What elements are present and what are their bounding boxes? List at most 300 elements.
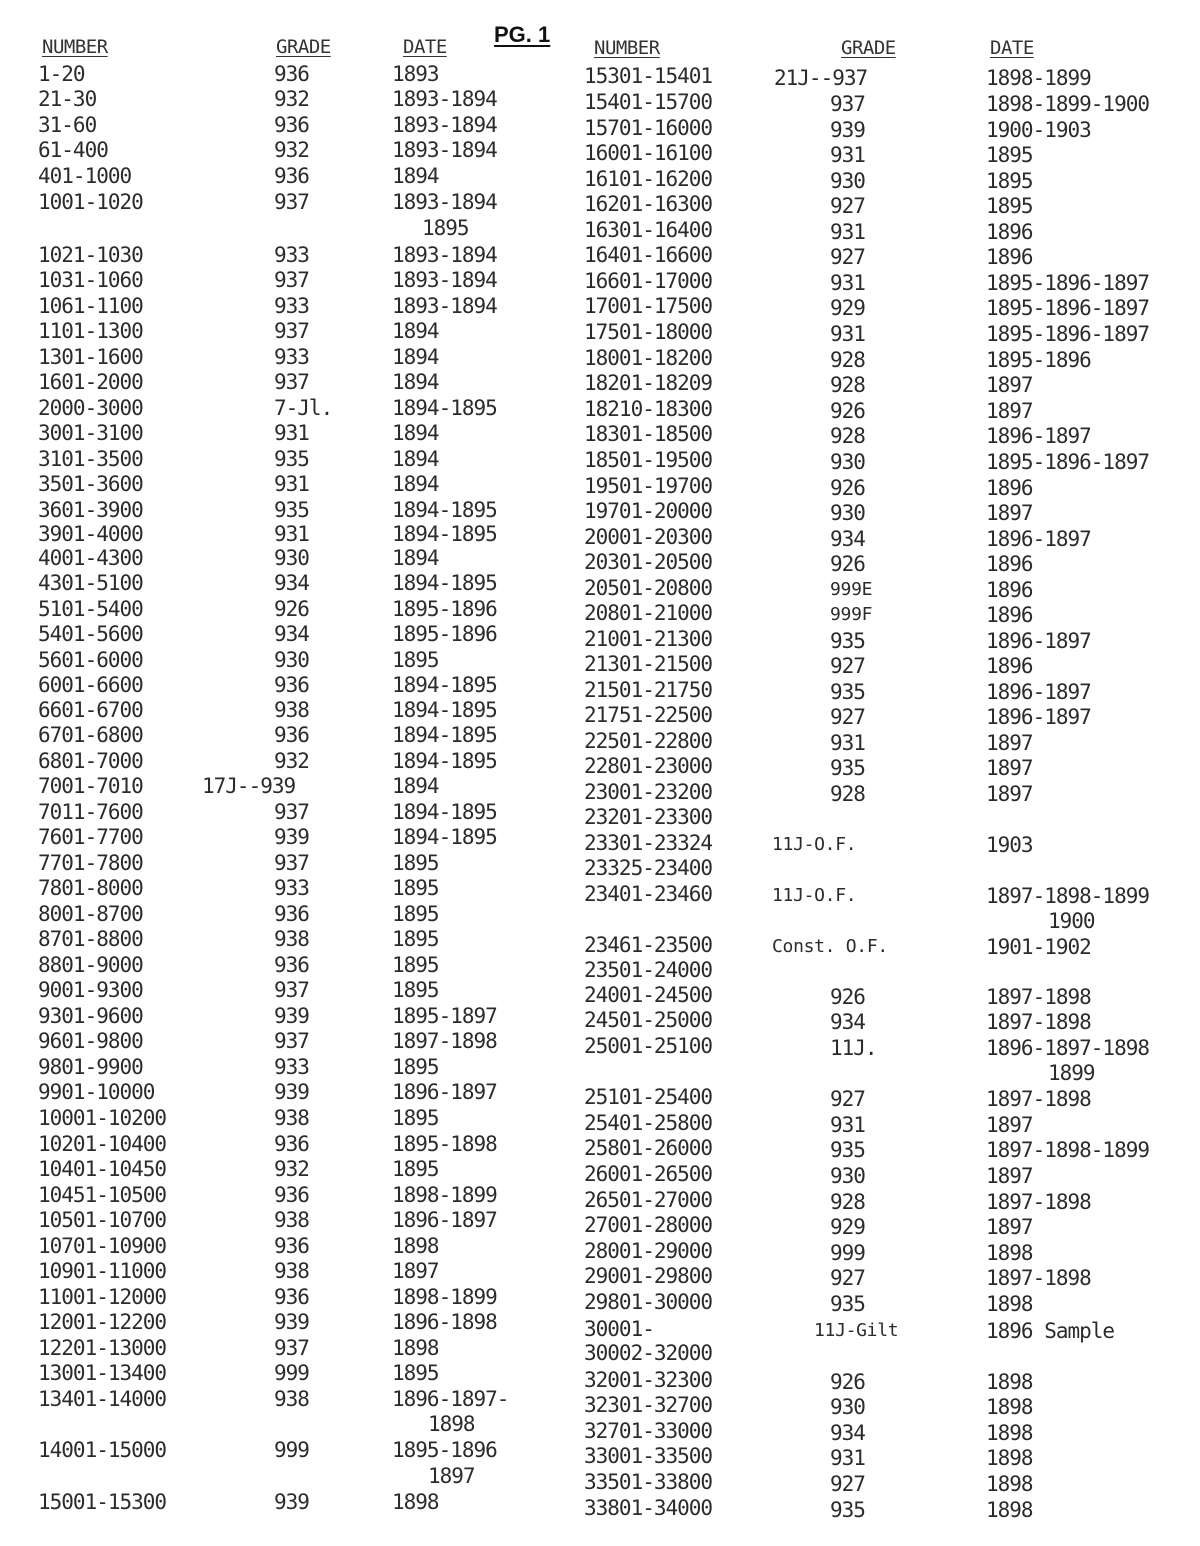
right-number-cell: 20301-20500 [584, 550, 713, 574]
right-grade-cell: 934 [830, 1010, 865, 1034]
right-number-header: NUMBER [594, 37, 660, 59]
left-grade-cell: 937 [274, 1029, 309, 1053]
left-number-cell: 5401-5600 [38, 622, 143, 646]
right-grade-cell: 930 [830, 450, 865, 474]
left-grade-cell: 932 [274, 87, 309, 111]
left-grade-cell: 936 [274, 673, 309, 697]
right-date-cell: 1896 [986, 654, 1033, 678]
right-number-cell: 16301-16400 [584, 218, 713, 242]
right-date-cell: 1898-1899 [986, 66, 1091, 90]
left-date-cell: 1898 [392, 1490, 439, 1514]
right-number-cell: 17001-17500 [584, 294, 713, 318]
left-grade-cell: 930 [274, 546, 309, 570]
right-date-cell: 1899 [1048, 1061, 1095, 1085]
right-date-cell: 1895-1896-1897 [986, 296, 1150, 320]
right-number-cell: 33501-33800 [584, 1470, 713, 1494]
left-grade-cell: 936 [274, 902, 309, 926]
left-date-cell: 1896-1897- [392, 1387, 509, 1411]
right-date-cell: 1897-1898-1899 [986, 884, 1150, 908]
right-grade-cell: 999 [830, 1241, 865, 1265]
right-date-header: DATE [990, 37, 1034, 59]
right-date-cell: 1903 [986, 833, 1033, 857]
left-number-cell: 10701-10900 [38, 1234, 167, 1258]
right-date-cell: 1897-1898-1899 [986, 1138, 1150, 1162]
left-grade-cell: 934 [274, 622, 309, 646]
left-date-cell: 1898 [392, 1234, 439, 1258]
left-grade-cell: 933 [274, 1055, 309, 1079]
right-grade-cell: 931 [830, 1446, 865, 1470]
left-date-cell: 1896-1898 [392, 1310, 497, 1334]
left-grade-cell: 931 [274, 522, 309, 546]
right-number-cell: 23501-24000 [584, 958, 713, 982]
right-grade-cell: 931 [830, 220, 865, 244]
right-grade-cell: 934 [830, 527, 865, 551]
left-date-cell: 1895 [392, 902, 439, 926]
left-number-cell: 8801-9000 [38, 953, 143, 977]
right-date-cell: 1895-1896-1897 [986, 271, 1150, 295]
left-grade-cell: 933 [274, 294, 309, 318]
left-number-cell: 1601-2000 [38, 370, 143, 394]
right-grade-cell: 935 [830, 756, 865, 780]
left-number-cell: 7601-7700 [38, 825, 143, 849]
right-grade-cell: 930 [830, 1395, 865, 1419]
left-date-cell: 1893-1894 [392, 268, 497, 292]
left-grade-cell: 938 [274, 698, 309, 722]
left-number-cell: 7801-8000 [38, 876, 143, 900]
left-number-cell: 21-30 [38, 87, 97, 111]
left-number-cell: 6801-7000 [38, 749, 143, 773]
left-number-cell: 14001-15000 [38, 1438, 167, 1462]
left-grade-cell: 937 [274, 370, 309, 394]
left-date-cell: 1897-1898 [392, 1029, 497, 1053]
left-grade-cell: 937 [274, 978, 309, 1002]
right-grade-cell: 930 [830, 169, 865, 193]
left-number-cell: 6601-6700 [38, 698, 143, 722]
left-number-cell: 10201-10400 [38, 1132, 167, 1156]
left-number-cell: 6001-6600 [38, 673, 143, 697]
right-grade-cell: 999E [830, 579, 873, 600]
left-date-cell: 1893-1894 [392, 113, 497, 137]
left-date-cell: 1895 [392, 927, 439, 951]
left-grade-cell: 931 [274, 472, 309, 496]
right-number-cell: 24001-24500 [584, 983, 713, 1007]
right-number-cell: 23301-23324 [584, 831, 713, 855]
right-date-cell: 1896 [986, 603, 1033, 627]
left-grade-cell: 937 [274, 190, 309, 214]
right-number-cell: 30001- [584, 1317, 654, 1341]
right-date-cell: 1898 [986, 1370, 1033, 1394]
right-date-cell: 1896 Sample [986, 1319, 1115, 1343]
right-grade-cell: 928 [830, 373, 865, 397]
right-date-cell: 1896 [986, 552, 1033, 576]
right-date-cell: 1895 [986, 169, 1033, 193]
right-number-cell: 23325-23400 [584, 856, 713, 880]
left-date-cell: 1895-1896 [392, 597, 497, 621]
left-grade-cell: 937 [274, 1336, 309, 1360]
right-number-cell: 19501-19700 [584, 474, 713, 498]
left-number-cell: 3001-3100 [38, 421, 143, 445]
right-date-cell: 1898 [986, 1446, 1033, 1470]
left-number-cell: 9301-9600 [38, 1004, 143, 1028]
left-grade-cell: 933 [274, 243, 309, 267]
left-number-cell: 13001-13400 [38, 1361, 167, 1385]
right-date-cell: 1896-1897 [986, 424, 1091, 448]
right-number-cell: 25001-25100 [584, 1034, 713, 1058]
right-grade-cell: 928 [830, 424, 865, 448]
left-number-cell: 1101-1300 [38, 319, 143, 343]
left-date-cell: 1895-1896 [392, 622, 497, 646]
left-number-cell: 1001-1020 [38, 190, 143, 214]
right-number-cell: 33801-34000 [584, 1496, 713, 1520]
right-number-cell: 21501-21750 [584, 678, 713, 702]
right-grade-cell: 21J--937 [774, 66, 868, 90]
left-number-cell: 15001-15300 [38, 1490, 167, 1514]
right-date-cell: 1896 [986, 220, 1033, 244]
left-grade-cell: 938 [274, 1208, 309, 1232]
right-date-cell: 1898 [986, 1395, 1033, 1419]
left-date-cell: 1895 [392, 648, 439, 672]
left-number-cell: 3501-3600 [38, 472, 143, 496]
left-date-cell: 1893 [392, 62, 439, 86]
right-grade-cell: 928 [830, 1190, 865, 1214]
right-date-cell: 1897-1898 [986, 985, 1091, 1009]
left-grade-cell: 939 [274, 1310, 309, 1334]
left-grade-cell: 938 [274, 927, 309, 951]
right-number-cell: 23401-23460 [584, 882, 713, 906]
left-number-cell: 12001-12200 [38, 1310, 167, 1334]
right-number-cell: 23461-23500 [584, 933, 713, 957]
right-date-cell: 1897 [986, 399, 1033, 423]
right-grade-cell: 935 [830, 1292, 865, 1316]
right-number-cell: 25401-25800 [584, 1111, 713, 1135]
right-number-cell: 17501-18000 [584, 320, 713, 344]
right-number-cell: 30002-32000 [584, 1341, 713, 1365]
left-grade-header: GRADE [276, 36, 331, 58]
right-date-cell: 1897-1898 [986, 1010, 1091, 1034]
right-number-cell: 15301-15401 [584, 64, 713, 88]
right-number-cell: 20501-20800 [584, 576, 713, 600]
right-date-cell: 1896-1897 [986, 705, 1091, 729]
left-number-cell: 10001-10200 [38, 1106, 167, 1130]
right-grade-cell: 927 [830, 1472, 865, 1496]
left-grade-cell: 7-Jl. [274, 396, 333, 420]
left-grade-cell: 936 [274, 62, 309, 86]
left-date-cell: 1893-1894 [392, 87, 497, 111]
left-date-cell: 1896-1897 [392, 1208, 497, 1232]
left-number-cell: 10401-10450 [38, 1157, 167, 1181]
right-grade-cell: 935 [830, 1498, 865, 1522]
left-date-cell: 1894 [392, 472, 439, 496]
left-number-cell: 13401-14000 [38, 1387, 167, 1411]
right-number-cell: 15701-16000 [584, 116, 713, 140]
right-grade-cell: 11J. [830, 1036, 877, 1060]
right-date-cell: 1896 [986, 245, 1033, 269]
left-date-cell: 1897 [428, 1464, 475, 1488]
right-number-cell: 29801-30000 [584, 1290, 713, 1314]
left-date-cell: 1894-1895 [392, 723, 497, 747]
right-date-cell: 1896-1897 [986, 680, 1091, 704]
right-grade-cell: 927 [830, 1266, 865, 1290]
right-grade-cell: 931 [830, 322, 865, 346]
left-date-cell: 1895 [392, 953, 439, 977]
right-number-cell: 18201-18209 [584, 371, 713, 395]
left-number-cell: 1-20 [38, 62, 85, 86]
right-grade-cell: 926 [830, 476, 865, 500]
right-number-cell: 32301-32700 [584, 1393, 713, 1417]
right-date-cell: 1901-1902 [986, 935, 1091, 959]
right-number-cell: 21301-21500 [584, 652, 713, 676]
right-date-cell: 1896 [986, 578, 1033, 602]
left-grade-cell: 939 [274, 1490, 309, 1514]
right-grade-header: GRADE [841, 37, 896, 59]
right-date-cell: 1898 [986, 1472, 1033, 1496]
right-number-cell: 20801-21000 [584, 601, 713, 625]
page-label: PG. 1 [494, 22, 551, 47]
left-date-cell: 1898 [428, 1412, 475, 1436]
left-grade-cell: 937 [274, 851, 309, 875]
right-number-cell: 33001-33500 [584, 1444, 713, 1468]
right-grade-cell: Const. O.F. [772, 936, 888, 957]
left-grade-cell: 938 [274, 1387, 309, 1411]
left-number-cell: 9001-9300 [38, 978, 143, 1002]
left-date-cell: 1894 [392, 447, 439, 471]
left-number-cell: 1021-1030 [38, 243, 143, 267]
left-grade-cell: 939 [274, 1004, 309, 1028]
right-number-cell: 21751-22500 [584, 703, 713, 727]
right-date-cell: 1900-1903 [986, 118, 1091, 142]
left-number-cell: 3901-4000 [38, 522, 143, 546]
left-grade-cell: 933 [274, 876, 309, 900]
right-number-cell: 18210-18300 [584, 397, 713, 421]
left-date-cell: 1895 [392, 978, 439, 1002]
left-number-cell: 3101-3500 [38, 447, 143, 471]
left-grade-cell: 17J--939 [202, 774, 296, 798]
left-number-cell: 4001-4300 [38, 546, 143, 570]
right-number-cell: 16401-16600 [584, 243, 713, 267]
left-date-cell: 1898-1899 [392, 1183, 497, 1207]
right-grade-cell: 927 [830, 705, 865, 729]
left-number-cell: 3601-3900 [38, 498, 143, 522]
left-number-cell: 12201-13000 [38, 1336, 167, 1360]
left-date-cell: 1895 [392, 1106, 439, 1130]
left-grade-cell: 932 [274, 749, 309, 773]
left-number-cell: 1061-1100 [38, 294, 143, 318]
left-grade-cell: 933 [274, 345, 309, 369]
left-number-cell: 7011-7600 [38, 800, 143, 824]
left-number-header: NUMBER [42, 36, 108, 58]
right-date-cell: 1897 [986, 782, 1033, 806]
right-number-cell: 16001-16100 [584, 141, 713, 165]
left-date-cell: 1895 [392, 1361, 439, 1385]
left-number-cell: 11001-12000 [38, 1285, 167, 1309]
left-date-cell: 1894-1895 [392, 498, 497, 522]
right-number-cell: 22501-22800 [584, 729, 713, 753]
left-number-cell: 7701-7800 [38, 851, 143, 875]
right-grade-cell: 931 [830, 1113, 865, 1137]
left-date-cell: 1894 [392, 345, 439, 369]
right-number-cell: 22801-23000 [584, 754, 713, 778]
right-grade-cell: 11J-O.F. [772, 885, 857, 906]
left-grade-cell: 936 [274, 723, 309, 747]
left-date-cell: 1894 [392, 421, 439, 445]
left-date-cell: 1894 [392, 370, 439, 394]
left-grade-cell: 932 [274, 1157, 309, 1181]
left-grade-cell: 936 [274, 1132, 309, 1156]
right-date-cell: 1897 [986, 1164, 1033, 1188]
right-grade-cell: 929 [830, 296, 865, 320]
left-date-cell: 1895 [392, 1055, 439, 1079]
right-date-cell: 1897-1898 [986, 1087, 1091, 1111]
left-grade-cell: 930 [274, 648, 309, 672]
left-date-cell: 1893-1894 [392, 190, 497, 214]
left-grade-cell: 938 [274, 1106, 309, 1130]
right-grade-cell: 931 [830, 143, 865, 167]
right-grade-cell: 935 [830, 629, 865, 653]
left-number-cell: 61-400 [38, 138, 108, 162]
right-date-cell: 1895-1896 [986, 348, 1091, 372]
right-grade-cell: 928 [830, 782, 865, 806]
right-number-cell: 21001-21300 [584, 627, 713, 651]
right-number-cell: 18301-18500 [584, 422, 713, 446]
left-number-cell: 4301-5100 [38, 571, 143, 595]
left-number-cell: 8701-8800 [38, 927, 143, 951]
right-grade-cell: 937 [830, 92, 865, 116]
right-number-cell: 23201-23300 [584, 805, 713, 829]
left-grade-cell: 937 [274, 268, 309, 292]
right-number-cell: 18501-19500 [584, 448, 713, 472]
left-grade-cell: 938 [274, 1259, 309, 1283]
left-date-cell: 1894-1895 [392, 698, 497, 722]
left-number-cell: 7001-7010 [38, 774, 143, 798]
right-grade-cell: 927 [830, 1087, 865, 1111]
right-date-cell: 1895 [986, 194, 1033, 218]
right-date-cell: 1897 [986, 756, 1033, 780]
right-date-cell: 1900 [1048, 909, 1095, 933]
right-number-cell: 29001-29800 [584, 1264, 713, 1288]
right-grade-cell: 11J-O.F. [772, 834, 857, 855]
right-date-cell: 1898-1899-1900 [986, 92, 1150, 116]
left-date-cell: 1894-1895 [392, 522, 497, 546]
right-number-cell: 24501-25000 [584, 1008, 713, 1032]
right-number-cell: 25101-25400 [584, 1085, 713, 1109]
right-date-cell: 1898 [986, 1292, 1033, 1316]
right-date-cell: 1896 [986, 476, 1033, 500]
right-grade-cell: 926 [830, 552, 865, 576]
right-grade-cell: 927 [830, 245, 865, 269]
left-date-cell: 1895 [392, 1157, 439, 1181]
left-date-cell: 1895 [422, 216, 469, 240]
left-date-cell: 1894 [392, 774, 439, 798]
left-date-cell: 1893-1894 [392, 243, 497, 267]
right-date-cell: 1898 [986, 1421, 1033, 1445]
right-grade-cell: 926 [830, 1370, 865, 1394]
right-grade-cell: 927 [830, 194, 865, 218]
left-date-cell: 1897 [392, 1259, 439, 1283]
left-date-cell: 1898 [392, 1336, 439, 1360]
right-number-cell: 27001-28000 [584, 1213, 713, 1237]
left-number-cell: 10451-10500 [38, 1183, 167, 1207]
left-grade-cell: 936 [274, 164, 309, 188]
left-date-cell: 1895 [392, 851, 439, 875]
left-date-cell: 1894 [392, 319, 439, 343]
right-number-cell: 32001-32300 [584, 1368, 713, 1392]
left-number-cell: 9801-9900 [38, 1055, 143, 1079]
left-date-cell: 1894-1895 [392, 825, 497, 849]
right-grade-cell: 926 [830, 985, 865, 1009]
left-grade-cell: 999 [274, 1438, 309, 1462]
right-grade-cell: 931 [830, 731, 865, 755]
left-date-cell: 1896-1897 [392, 1080, 497, 1104]
right-date-cell: 1896-1897 [986, 629, 1091, 653]
left-grade-cell: 926 [274, 597, 309, 621]
right-grade-cell: 935 [830, 680, 865, 704]
right-grade-cell: 926 [830, 399, 865, 423]
right-number-cell: 15401-15700 [584, 90, 713, 114]
right-date-cell: 1897 [986, 1215, 1033, 1239]
left-date-cell: 1894 [392, 546, 439, 570]
right-grade-cell: 999F [830, 604, 873, 625]
right-date-cell: 1895-1896-1897 [986, 450, 1150, 474]
right-grade-cell: 934 [830, 1421, 865, 1445]
right-date-cell: 1898 [986, 1241, 1033, 1265]
right-grade-cell: 935 [830, 1138, 865, 1162]
left-date-cell: 1894-1895 [392, 396, 497, 420]
right-number-cell: 26001-26500 [584, 1162, 713, 1186]
right-grade-cell: 11J-Gilt [814, 1320, 899, 1341]
right-date-cell: 1897 [986, 1113, 1033, 1137]
right-number-cell: 18001-18200 [584, 346, 713, 370]
right-number-cell: 16601-17000 [584, 269, 713, 293]
left-grade-cell: 931 [274, 421, 309, 445]
left-number-cell: 31-60 [38, 113, 97, 137]
left-number-cell: 6701-6800 [38, 723, 143, 747]
left-grade-cell: 935 [274, 447, 309, 471]
left-date-cell: 1894-1895 [392, 571, 497, 595]
right-number-cell: 16201-16300 [584, 192, 713, 216]
left-date-cell: 1893-1894 [392, 294, 497, 318]
right-grade-cell: 928 [830, 348, 865, 372]
right-grade-cell: 927 [830, 654, 865, 678]
left-number-cell: 1031-1060 [38, 268, 143, 292]
left-date-cell: 1894-1895 [392, 749, 497, 773]
right-date-cell: 1897-1898 [986, 1266, 1091, 1290]
right-grade-cell: 939 [830, 118, 865, 142]
left-date-cell: 1895-1897 [392, 1004, 497, 1028]
right-grade-cell: 930 [830, 1164, 865, 1188]
left-grade-cell: 939 [274, 825, 309, 849]
left-grade-cell: 936 [274, 1234, 309, 1258]
right-grade-cell: 931 [830, 271, 865, 295]
right-grade-cell: 930 [830, 501, 865, 525]
left-number-cell: 8001-8700 [38, 902, 143, 926]
right-number-cell: 16101-16200 [584, 167, 713, 191]
left-date-cell: 1895-1898 [392, 1132, 497, 1156]
left-date-cell: 1895 [392, 876, 439, 900]
right-number-cell: 32701-33000 [584, 1419, 713, 1443]
left-date-cell: 1894-1895 [392, 800, 497, 824]
right-number-cell: 23001-23200 [584, 780, 713, 804]
right-date-cell: 1897 [986, 501, 1033, 525]
left-date-cell: 1895-1896 [392, 1438, 497, 1462]
left-grade-cell: 937 [274, 319, 309, 343]
right-number-cell: 20001-20300 [584, 525, 713, 549]
left-number-cell: 5601-6000 [38, 648, 143, 672]
left-number-cell: 9601-9800 [38, 1029, 143, 1053]
right-grade-cell: 929 [830, 1215, 865, 1239]
right-number-cell: 25801-26000 [584, 1136, 713, 1160]
left-grade-cell: 936 [274, 953, 309, 977]
left-number-cell: 10901-11000 [38, 1259, 167, 1283]
